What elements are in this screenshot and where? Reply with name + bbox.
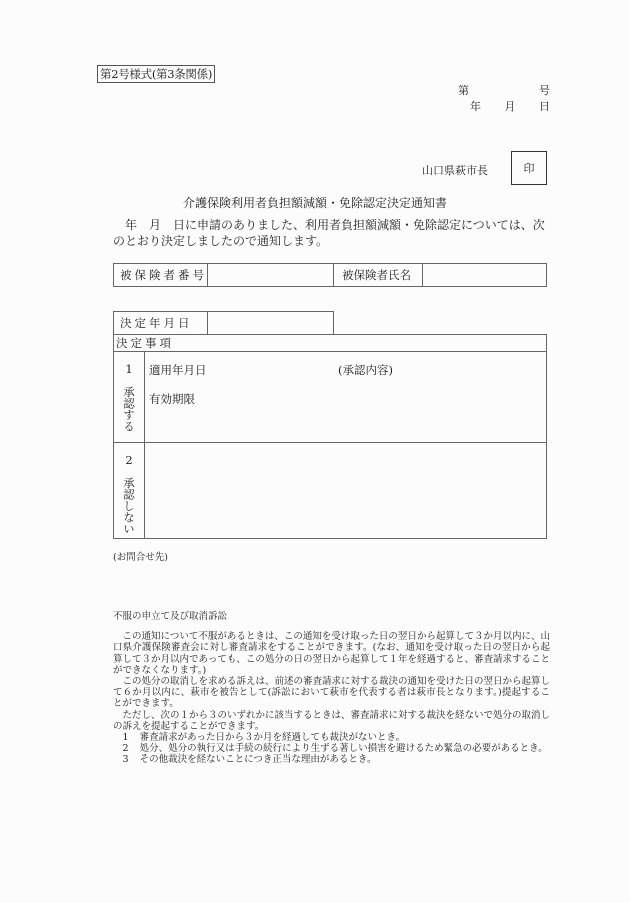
date-day-label: 日 bbox=[539, 100, 550, 113]
document-number-block bbox=[458, 84, 550, 114]
decision-items-header: 決定事項 bbox=[114, 335, 547, 352]
appeal-paragraph-1: この通知について不服があるときは、この通知を受け取った日の翌日から起算して３か月以内に、山口県介護保険審査会に対し審査請求をすることができます。(なお、通知を受け取った日の翌日から起算して３か月以内であっても、この処分の日の翌日から起算して１年を経過すると、審査請求することができなくなります。) bbox=[113, 631, 550, 676]
decision-table bbox=[113, 311, 547, 539]
appeal-heading: 不服の申立て及び取消訴訟 bbox=[113, 611, 228, 622]
deny-label: 承認しない bbox=[122, 477, 136, 535]
deny-number: 2 bbox=[125, 453, 133, 467]
approve-content-cell[interactable] bbox=[145, 352, 547, 442]
deny-row-label bbox=[114, 443, 145, 538]
appeal-list-item: 1 審査請求があった日から３か月を経過しても裁決がないとき。 bbox=[122, 732, 406, 744]
intro-text: 年 月 日に申請のありました、利用者負担額減額・免除認定については、次のとおり決定しましたので通知します。 bbox=[113, 218, 545, 248]
seal-box bbox=[511, 151, 547, 185]
approve-number: 1 bbox=[125, 362, 133, 376]
decision-date-field[interactable] bbox=[208, 312, 334, 335]
doc-number-prefix: 第 bbox=[458, 84, 469, 97]
appeal-section bbox=[113, 611, 550, 766]
appeal-paragraph-2: この処分の取消しを求める訴えは、前述の審査請求に対する裁決の通知を受けた日の翌日から起算して６か月以内に、萩市を被告として(訴訟において萩市を代表する者は萩市長となります。)提起することができます。 bbox=[113, 676, 551, 710]
doc-number-suffix: 号 bbox=[539, 84, 550, 97]
decision-date-label: 決定年月日 bbox=[114, 312, 208, 335]
appeal-list-item: 3 その他裁決を経ないことにつき正当な理由があるとき。 bbox=[122, 754, 377, 766]
blank-cell bbox=[334, 312, 547, 335]
insured-number-field[interactable] bbox=[208, 264, 334, 287]
insured-name-field[interactable] bbox=[423, 264, 547, 287]
approve-row-label bbox=[114, 352, 145, 442]
approve-label: 承認する bbox=[122, 386, 136, 432]
validity-period-label: 有効期限 bbox=[149, 392, 195, 406]
appeal-paragraph-3: ただし、次の１から３のいずれかに該当するときは、審査請求に対する裁決を経ないで処分の取消しの訴えを提起することができます。 bbox=[113, 709, 551, 732]
insured-name-label: 被保険者氏名 bbox=[334, 264, 423, 287]
form-number-label: 第2号様式(第3条関係) bbox=[97, 65, 215, 83]
appeal-list-item: 2 処分、処分の執行又は手続の続行により生ずる著しい損害を避けるため緊急の必要があるとき。 bbox=[122, 743, 548, 755]
date-month-label: 月 bbox=[504, 100, 516, 113]
contact-label: (お問合せ先) bbox=[113, 552, 168, 563]
insured-info-table bbox=[113, 263, 547, 287]
date-year-label: 年 bbox=[470, 100, 481, 113]
document-title: 介護保険利用者負担額減額・免除認定決定通知書 bbox=[182, 196, 447, 210]
insured-number-label: 被保険者番号 bbox=[114, 264, 208, 287]
issuer-name: 山口県萩市長 bbox=[422, 164, 488, 177]
approval-content-label: (承認内容) bbox=[338, 363, 393, 377]
deny-content-cell[interactable] bbox=[145, 443, 547, 538]
apply-date-label: 適用年月日 bbox=[149, 363, 207, 377]
seal-label: 印 bbox=[523, 162, 535, 175]
